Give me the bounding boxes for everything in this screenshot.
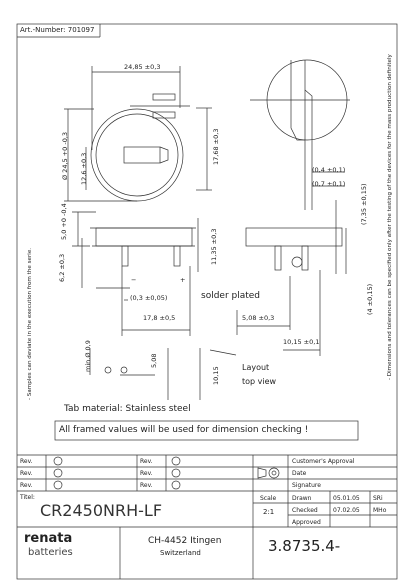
brand-name: renata <box>24 531 73 546</box>
tab-material-label: Tab material: Stainless steel <box>64 404 191 414</box>
titel-label: Titel: <box>20 494 35 501</box>
address-line-1: CH-4452 Itingen <box>148 536 222 546</box>
rev-label-3: Rev. <box>20 482 33 489</box>
drawing-number: 3.8735.4- <box>268 537 341 555</box>
dim-diameter: Ø 24,5 +0 -0,3 <box>61 131 69 180</box>
art-number: Art.-Number: 701097 <box>20 26 95 34</box>
checked-date: 07.02.05 <box>333 507 360 514</box>
solder-plated-label: solder plated <box>201 291 261 301</box>
brand-subtitle: batteries <box>28 547 73 558</box>
checked-label: Checked <box>292 507 318 514</box>
dim-17-68: 17,68 ±0,3 <box>212 128 220 165</box>
dim-5-0: 5,0 +0 -0,4 <box>60 203 68 240</box>
date-label: Date <box>292 470 307 477</box>
right-side-note: - Dimensions and tolerances can be specified only after the testing of the devices for the mass production definitely <box>387 54 393 380</box>
battery-outline-circle <box>91 109 183 201</box>
dim-hole-dia: min.Ø 0,9 <box>84 340 92 372</box>
address-line-2: Switzerland <box>160 549 201 557</box>
approved-label: Approved <box>292 519 321 526</box>
dim-0-7: (0,7 ±0,1) <box>312 180 346 188</box>
dim-10-15b: 10,15 <box>212 366 220 385</box>
rev-label-2: Rev. <box>20 470 33 477</box>
framed-values-note: All framed values will be used for dimension checking ! <box>59 425 309 435</box>
dim-5-08a: 5,08 ±0,3 <box>242 314 275 322</box>
dim-0-3: (0,3 ±0,05) <box>130 294 168 302</box>
customers-approval-label: Customer's Approval <box>292 458 355 465</box>
part-title: CR2450NRH-LF <box>40 501 163 520</box>
rev-label-6: Rev. <box>140 482 153 489</box>
rev-label-5: Rev. <box>140 470 153 477</box>
dim-11-35: 11,35 ±0,3 <box>210 228 218 265</box>
dim-12-6: 12,6 ±0,3 <box>80 152 88 185</box>
left-side-note: - Samples can deviate in the execution from the serie. <box>27 247 33 400</box>
battery-side-body <box>96 228 192 246</box>
top-view-label: top view <box>242 377 277 386</box>
scale-value: 2:1 <box>263 508 275 516</box>
rev-label-1: Rev. <box>20 458 33 465</box>
layout-label: Layout <box>242 363 270 372</box>
dim-17-8: 17,8 ±0,5 <box>143 314 176 322</box>
dim-width: 24,85 ±0,3 <box>124 63 161 71</box>
dim-4: (4 ±0,15) <box>366 283 374 315</box>
dim-5-08b: 5,08 <box>150 353 158 368</box>
dim-0-4: (0,4 ±0,1) <box>312 166 346 174</box>
dim-10-15a: 10,15 ±0,1 <box>283 338 320 346</box>
scale-label: Scale <box>260 495 277 502</box>
rev-label-4: Rev. <box>140 458 153 465</box>
plus-terminal-mark: + <box>180 276 186 284</box>
signature-label: Signature <box>292 482 321 489</box>
dim-7-35: (7,35 ±0,15) <box>360 183 368 225</box>
drawn-label: Drawn <box>292 495 312 502</box>
minus-terminal-mark: − <box>131 276 137 284</box>
dim-6-2: 6,2 ±0,3 <box>58 253 66 282</box>
checked-by: MHo <box>373 507 387 514</box>
drawn-by: SRi <box>373 495 383 502</box>
drawn-date: 05.01.05 <box>333 495 360 502</box>
